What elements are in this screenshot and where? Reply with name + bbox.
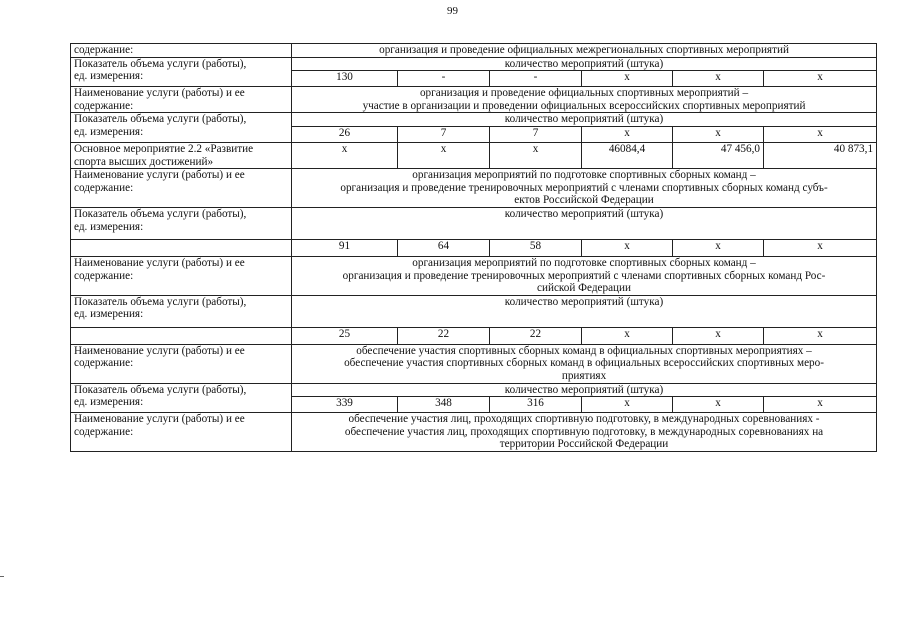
unit-of-measure: количество мероприятий (штука): [292, 207, 877, 239]
row-label: Основное мероприятие 2.2 «Развитие спорта высших достижений»: [71, 142, 292, 168]
empty-label: [71, 327, 292, 344]
unit-of-measure: количество мероприятий (штука): [292, 57, 877, 71]
unit-of-measure: количество мероприятий (штука): [292, 295, 877, 327]
value-cell: х: [582, 71, 673, 87]
table-row: [71, 344, 877, 383]
table-row: [71, 87, 877, 113]
value-cell: 22: [490, 327, 582, 344]
margin-mark: [0, 576, 4, 577]
service-content: организация мероприятий по подготовке спортивных сборных команд – организация и проведение тренировочных мероприятий с членами спортивных сборных команд Рос- сийской Федерации: [292, 256, 877, 295]
value-cell: х: [292, 142, 398, 168]
value-cell: х: [764, 71, 877, 87]
service-content: организация и проведение официальных межрегиональных спортивных мероприятий: [292, 44, 877, 58]
value-cell: 64: [398, 239, 490, 256]
table-row: [71, 169, 877, 208]
service-content: обеспечение участия спортивных сборных команд в официальных спортивных мероприятиях – обеспечение участия спортивных сборных команд в официальных всероссийских спортивных меро- приятиях: [292, 344, 877, 383]
value-cell: х: [764, 126, 877, 142]
value-cell: х: [582, 397, 673, 413]
row-label: Наименование услуги (работы) и ее содержание:: [71, 344, 292, 383]
value-cell: 25: [292, 327, 398, 344]
row-label: Наименование услуги (работы) и ее содержание:: [71, 169, 292, 208]
row-label: Показатель объема услуги (работы), ед. измерения:: [71, 113, 292, 143]
value-cell: 47 456,0: [673, 142, 764, 168]
empty-label: [71, 239, 292, 256]
service-content: организация мероприятий по подготовке спортивных сборных команд – организация и проведение тренировочных мероприятий с членами спортивных сборных команд субъ- ектов Российской Федерации: [292, 169, 877, 208]
value-cell: х: [764, 327, 877, 344]
value-cell: х: [398, 142, 490, 168]
value-cell: х: [582, 327, 673, 344]
value-cell: х: [764, 239, 877, 256]
row-label: Показатель объема услуги (работы), ед. измерения:: [71, 383, 292, 413]
table-row: [71, 207, 877, 239]
value-cell: х: [764, 397, 877, 413]
value-cell: 316: [490, 397, 582, 413]
value-cell: х: [582, 126, 673, 142]
value-cell: 58: [490, 239, 582, 256]
value-cell: -: [490, 71, 582, 87]
table-row: [71, 113, 877, 127]
table-row: [71, 44, 877, 58]
value-cell: 26: [292, 126, 398, 142]
value-cell: 339: [292, 397, 398, 413]
value-cell: 22: [398, 327, 490, 344]
value-cell: х: [582, 239, 673, 256]
table-row: [71, 142, 877, 168]
value-cell: х: [673, 327, 764, 344]
row-label: Наименование услуги (работы) и ее содержание:: [71, 256, 292, 295]
table-row: [71, 327, 877, 344]
value-cell: х: [673, 71, 764, 87]
value-cell: 40 873,1: [764, 142, 877, 168]
table-row: [71, 57, 877, 71]
unit-of-measure: количество мероприятий (штука): [292, 113, 877, 127]
value-cell: х: [490, 142, 582, 168]
table-row: [71, 295, 877, 327]
table-row: [71, 256, 877, 295]
value-cell: 91: [292, 239, 398, 256]
value-cell: 7: [398, 126, 490, 142]
table-row: [71, 413, 877, 452]
services-table: [70, 43, 877, 452]
service-content: организация и проведение официальных спортивных мероприятий – участие в организации и проведении официальных всероссийских спортивных мероприятий: [292, 87, 877, 113]
value-cell: х: [673, 239, 764, 256]
value-cell: х: [673, 126, 764, 142]
row-label: Показатель объема услуги (работы), ед. измерения:: [71, 295, 292, 327]
value-cell: х: [673, 397, 764, 413]
value-cell: 7: [490, 126, 582, 142]
value-cell: 348: [398, 397, 490, 413]
row-label: Наименование услуги (работы) и ее содержание:: [71, 413, 292, 452]
unit-of-measure: количество мероприятий (штука): [292, 383, 877, 397]
service-content: обеспечение участия лиц, проходящих спортивную подготовку, в международных соревнованиях - обеспечение участия лиц, проходящих спортивную подготовку, в международных соревнованиях на территории Российской Федерации: [292, 413, 877, 452]
value-cell: 46084,4: [582, 142, 673, 168]
row-label: Показатель объема услуги (работы), ед. измерения:: [71, 57, 292, 87]
table-row: [71, 239, 877, 256]
row-label: Наименование услуги (работы) и ее содержание:: [71, 87, 292, 113]
page-number: 99: [447, 5, 458, 17]
value-cell: -: [398, 71, 490, 87]
row-label: содержание:: [71, 44, 292, 58]
table-row: [71, 383, 877, 397]
value-cell: 130: [292, 71, 398, 87]
row-label: Показатель объема услуги (работы), ед. измерения:: [71, 207, 292, 239]
